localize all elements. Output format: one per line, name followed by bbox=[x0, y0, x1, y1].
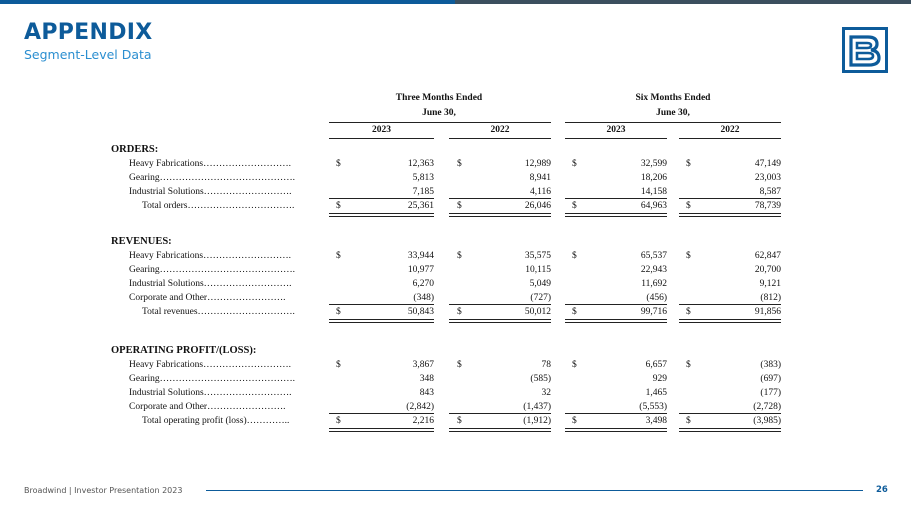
row-label: Corporate and Other……………………. bbox=[129, 293, 286, 303]
row-label: Industrial Solutions………………………. bbox=[129, 279, 292, 289]
currency-symbol: $ bbox=[686, 251, 691, 261]
page-number: 26 bbox=[876, 485, 888, 495]
table-cell: 78 bbox=[541, 360, 551, 370]
table-row bbox=[111, 401, 781, 414]
table-cell: (5,553) bbox=[639, 402, 667, 412]
table-cell: 5,813 bbox=[412, 173, 434, 183]
table-cell: (2,728) bbox=[753, 402, 781, 412]
table-cell: (383) bbox=[760, 360, 781, 370]
subtotal-rule bbox=[679, 413, 781, 414]
table-cell: 8,941 bbox=[529, 173, 551, 183]
currency-symbol: $ bbox=[336, 251, 341, 261]
table-cell: 11,692 bbox=[641, 279, 667, 289]
row-label: Gearing……………………………………. bbox=[129, 265, 295, 275]
table-row bbox=[111, 172, 781, 185]
table-row bbox=[111, 359, 781, 372]
broadwind-b-logo-icon bbox=[842, 27, 888, 73]
currency-symbol: $ bbox=[336, 360, 341, 370]
table-cell: (1,437) bbox=[523, 402, 551, 412]
year-col-3: 2023 bbox=[606, 125, 626, 135]
total-cell: (3,985) bbox=[753, 416, 781, 426]
subtotal-rule bbox=[329, 413, 434, 414]
table-cell: 18,206 bbox=[640, 173, 667, 183]
subtotal-rule bbox=[449, 198, 551, 199]
top-accent-bar-blue bbox=[0, 0, 455, 4]
total-cell: 50,012 bbox=[524, 307, 551, 317]
total-double-rule bbox=[679, 319, 781, 323]
row-label: Industrial Solutions………………………. bbox=[129, 388, 292, 398]
currency-symbol: $ bbox=[336, 201, 341, 211]
total-row bbox=[111, 200, 781, 213]
table-cell: (812) bbox=[760, 293, 781, 303]
year-rule-1 bbox=[329, 138, 434, 139]
revenues-section-title-row bbox=[111, 235, 781, 248]
total-cell: 26,046 bbox=[524, 201, 551, 211]
total-cell: 99,716 bbox=[640, 307, 667, 317]
currency-symbol: $ bbox=[457, 159, 462, 169]
total-double-rule bbox=[329, 319, 434, 323]
table-cell: 33,944 bbox=[407, 251, 434, 261]
row-label: Gearing……………………………………. bbox=[129, 173, 295, 183]
currency-symbol: $ bbox=[457, 251, 462, 261]
subtotal-rule bbox=[329, 304, 434, 305]
year-col-1: 2023 bbox=[372, 125, 391, 135]
total-cell: 78,739 bbox=[754, 201, 781, 211]
table-cell: 10,977 bbox=[407, 265, 434, 275]
table-cell: 65,537 bbox=[640, 251, 667, 261]
currency-symbol: $ bbox=[686, 307, 691, 317]
row-label: Heavy Fabrications………………………. bbox=[129, 360, 292, 370]
currency-symbol: $ bbox=[457, 416, 462, 426]
total-double-rule bbox=[565, 319, 667, 323]
subtotal-rule bbox=[449, 304, 551, 305]
total-row bbox=[111, 415, 781, 428]
table-cell: 3,867 bbox=[412, 360, 434, 370]
table-cell: (697) bbox=[760, 374, 781, 384]
currency-symbol: $ bbox=[572, 416, 577, 426]
header-three-months: Three Months Ended bbox=[395, 93, 483, 103]
total-cell: 25,361 bbox=[407, 201, 434, 211]
year-rule-2 bbox=[449, 138, 551, 139]
total-label: Total orders……………………………. bbox=[142, 201, 295, 211]
table-cell: 23,003 bbox=[754, 173, 781, 183]
table-cell: 7,185 bbox=[412, 187, 434, 197]
total-cell: 2,216 bbox=[412, 416, 434, 426]
table-cell: (585) bbox=[530, 374, 551, 384]
total-double-rule bbox=[329, 428, 434, 432]
table-cell: 20,700 bbox=[754, 265, 781, 275]
table-cell: 12,989 bbox=[524, 159, 551, 169]
profit-section-title-row bbox=[111, 344, 781, 357]
currency-symbol: $ bbox=[572, 201, 577, 211]
subtotal-rule bbox=[329, 198, 434, 199]
table-cell: 348 bbox=[419, 374, 434, 384]
total-cell: 64,963 bbox=[640, 201, 667, 211]
total-double-rule bbox=[449, 319, 551, 323]
table-row bbox=[111, 186, 781, 199]
table-row bbox=[111, 292, 781, 305]
table-cell: 14,158 bbox=[640, 187, 667, 197]
header-rule-1 bbox=[329, 122, 551, 123]
total-double-rule bbox=[679, 213, 781, 217]
total-double-rule bbox=[679, 428, 781, 432]
currency-symbol: $ bbox=[336, 307, 341, 317]
table-cell: 62,847 bbox=[754, 251, 781, 261]
table-row bbox=[111, 264, 781, 277]
table-cell: (177) bbox=[760, 388, 781, 398]
table-row bbox=[111, 373, 781, 386]
currency-symbol: $ bbox=[336, 159, 341, 169]
footer-text: Broadwind | Investor Presentation 2023 bbox=[24, 486, 183, 495]
currency-symbol: $ bbox=[686, 360, 691, 370]
subtotal-rule bbox=[565, 198, 667, 199]
orders-section-title: ORDERS: bbox=[111, 144, 159, 155]
total-label: Total operating profit (loss)………….. bbox=[142, 416, 290, 426]
top-accent-bar bbox=[0, 0, 911, 4]
subtotal-rule bbox=[679, 198, 781, 199]
total-double-rule bbox=[565, 428, 667, 432]
header-six-months: Six Months Ended bbox=[635, 93, 711, 103]
table-cell: 10,115 bbox=[525, 265, 551, 275]
subtotal-rule bbox=[679, 304, 781, 305]
page-subtitle: Segment-Level Data bbox=[24, 47, 152, 62]
currency-symbol: $ bbox=[572, 360, 577, 370]
top-accent-bar-dark bbox=[455, 0, 911, 4]
table-cell: 929 bbox=[652, 374, 667, 384]
currency-symbol: $ bbox=[686, 159, 691, 169]
table-cell: 47,149 bbox=[754, 159, 781, 169]
header-three-months-date: June 30, bbox=[422, 108, 456, 118]
total-cell: 91,856 bbox=[754, 307, 781, 317]
currency-symbol: $ bbox=[572, 251, 577, 261]
table-cell: (456) bbox=[646, 293, 667, 303]
table-row bbox=[111, 387, 781, 400]
total-cell: 50,843 bbox=[407, 307, 434, 317]
currency-symbol: $ bbox=[686, 201, 691, 211]
year-col-4: 2022 bbox=[720, 125, 740, 135]
table-cell: 22,943 bbox=[640, 265, 667, 275]
currency-symbol: $ bbox=[457, 360, 462, 370]
table-cell: (2,842) bbox=[406, 402, 434, 412]
orders-section-title-row bbox=[111, 143, 781, 156]
row-label: Heavy Fabrications………………………. bbox=[129, 159, 292, 169]
currency-symbol: $ bbox=[457, 201, 462, 211]
header-rule-2 bbox=[565, 122, 781, 123]
total-double-rule bbox=[565, 213, 667, 217]
total-cell: (1,912) bbox=[523, 416, 551, 426]
table-cell: (727) bbox=[530, 293, 551, 303]
page-title: APPENDIX bbox=[24, 20, 153, 45]
total-row bbox=[111, 306, 781, 319]
currency-symbol: $ bbox=[572, 159, 577, 169]
currency-symbol: $ bbox=[572, 307, 577, 317]
profit-section-title: OPERATING PROFIT/(LOSS): bbox=[111, 345, 257, 356]
table-cell: 843 bbox=[419, 388, 434, 398]
row-label: Corporate and Other……………………. bbox=[129, 402, 286, 412]
table-cell: 32,599 bbox=[640, 159, 667, 169]
revenues-section-title: REVENUES: bbox=[111, 236, 172, 247]
table-cell: 6,657 bbox=[645, 360, 667, 370]
subtotal-rule bbox=[565, 304, 667, 305]
footer-rule bbox=[206, 490, 863, 491]
table-cell: 32 bbox=[541, 388, 551, 398]
total-label: Total revenues…………………………. bbox=[142, 307, 295, 317]
table-cell: 8,587 bbox=[759, 187, 781, 197]
row-label: Heavy Fabrications………………………. bbox=[129, 251, 292, 261]
currency-symbol: $ bbox=[686, 416, 691, 426]
header-six-months-date: June 30, bbox=[656, 108, 690, 118]
total-double-rule bbox=[449, 213, 551, 217]
currency-symbol: $ bbox=[336, 416, 341, 426]
total-cell: 3,498 bbox=[645, 416, 667, 426]
year-col-2: 2022 bbox=[490, 125, 510, 135]
table-cell: 6,270 bbox=[412, 279, 434, 289]
table-cell: 35,575 bbox=[524, 251, 551, 261]
row-label: Gearing……………………………………. bbox=[129, 374, 295, 384]
total-double-rule bbox=[449, 428, 551, 432]
table-row bbox=[111, 158, 781, 171]
table-cell: (348) bbox=[413, 293, 434, 303]
subtotal-rule bbox=[449, 413, 551, 414]
total-double-rule bbox=[329, 213, 434, 217]
table-cell: 12,363 bbox=[407, 159, 434, 169]
table-row bbox=[111, 250, 781, 263]
table-row bbox=[111, 278, 781, 291]
table-cell: 9,121 bbox=[759, 279, 781, 289]
table-cell: 1,465 bbox=[645, 388, 667, 398]
year-rule-3 bbox=[565, 138, 667, 139]
row-label: Industrial Solutions………………………. bbox=[129, 187, 292, 197]
currency-symbol: $ bbox=[457, 307, 462, 317]
table-cell: 5,049 bbox=[529, 279, 551, 289]
table-cell: 4,116 bbox=[529, 187, 551, 197]
subtotal-rule bbox=[565, 413, 667, 414]
year-rule-4 bbox=[679, 138, 781, 139]
